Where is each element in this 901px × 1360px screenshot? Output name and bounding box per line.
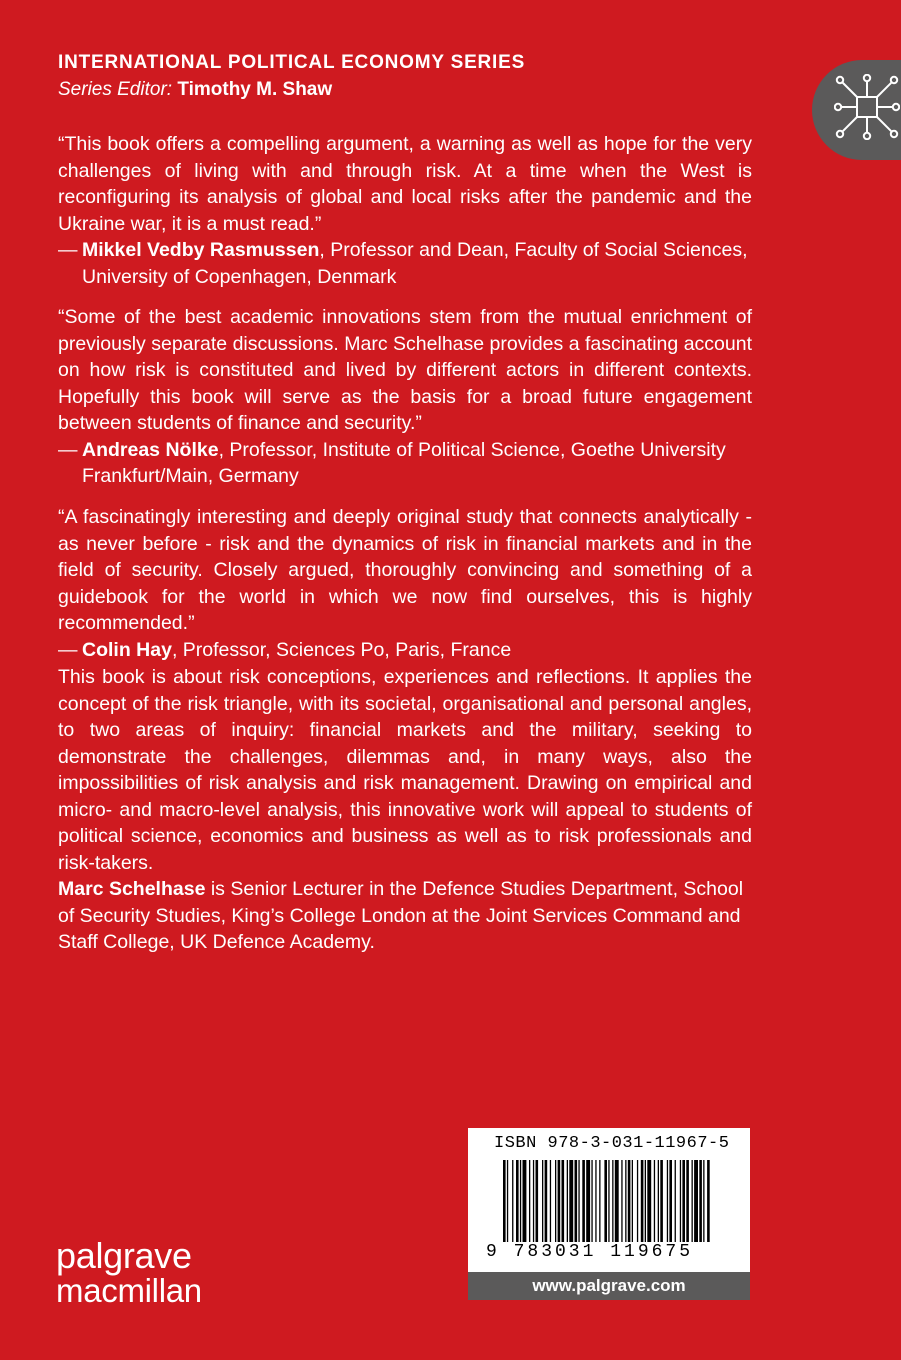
attribution-text — [82, 237, 752, 290]
barcode-bar — [503, 1160, 506, 1242]
endorsement-3 — [58, 504, 752, 663]
barcode-bar — [555, 1160, 556, 1242]
barcode-bar — [654, 1160, 655, 1242]
endorsement-attribution — [58, 437, 752, 490]
barcode-bar — [669, 1160, 672, 1242]
barcode-bar — [641, 1160, 644, 1242]
description-text: This book is about risk conceptions, experiences and reflections. It applies the concept of the risk triangle, with its societal, organisational and personal angles, to two areas of inquiry: financial markets and the military, seeking to demonstrate the challenges, dilemmas and, in many ways, also the impossibilities of risk analysis and risk management. Drawing on empirical and micro- and macro-level analysis, this innovative work will appeal to students of political science, economics and business as well as to risk professionals and risk-takers. — [58, 666, 752, 874]
publisher-logo — [56, 1235, 202, 1309]
barcode-bar — [621, 1160, 622, 1242]
barcode-bar — [694, 1160, 698, 1242]
attribution-dash: — — [58, 239, 78, 261]
barcode-bar — [625, 1160, 626, 1242]
barcode-bar — [591, 1160, 592, 1242]
barcode-bar — [628, 1160, 631, 1242]
series-title: INTERNATIONAL POLITICAL ECONOMY SERIES — [58, 52, 526, 73]
series-editor-label: Series Editor: — [58, 79, 173, 100]
barcode-bar — [582, 1160, 585, 1242]
barcode-bar — [595, 1160, 596, 1242]
barcode-bar — [523, 1160, 527, 1242]
barcode-bar — [516, 1160, 519, 1242]
barcode-bar — [699, 1160, 702, 1242]
endorsement-quote: “This book offers a compelling argument, a warning as well as hope for the very challenges of living with and through risk. At a time when the West is reconfiguring its analysis of global and local risks after the pandemic and the Ukraine war, it is a must read.” — [58, 133, 752, 235]
barcode-bar — [558, 1160, 561, 1242]
endorsement-2 — [58, 304, 752, 490]
endorser-name: Mikkel Vedby Rasmussen — [82, 239, 320, 261]
barcode-bar — [608, 1160, 609, 1242]
series-editor — [58, 79, 332, 101]
endorser-affiliation: , Professor and Dean, Faculty of Social Sciences, University of Copenhagen, Denmark — [82, 239, 748, 288]
barcode-bar — [675, 1160, 676, 1242]
barcode-bar — [536, 1160, 539, 1242]
barcode-bar — [586, 1160, 590, 1242]
barcode-bar — [658, 1160, 659, 1242]
barcode-bar — [575, 1160, 578, 1242]
book-description — [58, 664, 752, 876]
endorser-affiliation: , Professor, Sciences Po, Paris, France — [171, 638, 512, 661]
endorser-name: Andreas Nölke — [82, 438, 219, 461]
isbn-barcode-box — [468, 1128, 750, 1272]
barcode-bar — [604, 1160, 607, 1242]
publisher-url[interactable]: www.palgrave.com — [468, 1272, 750, 1300]
barcode-bar — [533, 1160, 534, 1242]
attribution-dash: — — [58, 638, 78, 661]
barcode-bar — [682, 1160, 685, 1242]
attribution-dash: — — [58, 438, 78, 461]
barcode-bar — [667, 1160, 668, 1242]
barcode-bar — [612, 1160, 613, 1242]
barcode-bar — [512, 1160, 513, 1242]
endorser-name: Colin Hay — [82, 638, 172, 661]
barcode-bar — [542, 1160, 543, 1242]
endorsement-quote: “A fascinatingly interesting and deeply original study that connects analytically - as never before - risk and the dynamics of risk in financial markets and in the field of security. Closely argued, thoroughly convincing and something of a guidebook for the world in which we now find ourselves, this is highly recommended.” — [58, 506, 752, 634]
endorsement-quote: “Some of the best academic innovations stem from the mutual enrichment of previously separate discussions. Marc Schelhase provides a fascinating account on how risk is constituted and lived by different actors in different contexts. Hopefully this book will serve as the basis for a broad future engagement between students of finance and security.” — [58, 306, 752, 434]
barcode-bar — [562, 1160, 565, 1242]
author-name: Marc Schelhase — [58, 878, 206, 900]
author-bio-text: is Senior Lecturer in the Defence Studies Department, School of Security Studies, King’s College London at the Joint Services Command and Staff College, UK Defence Academy. — [58, 878, 744, 953]
author-bio-paragraph — [58, 876, 752, 956]
series-emblem — [812, 60, 901, 160]
attribution-text — [82, 437, 752, 490]
barcode-bar — [660, 1160, 663, 1242]
attribution-text — [82, 637, 511, 664]
endorsement-attribution — [58, 237, 752, 290]
barcode-bar — [692, 1160, 693, 1242]
barcode-bar — [599, 1160, 600, 1242]
endorser-affiliation: , Professor, Institute of Political Science, Goethe University Frankfurt/Main, Germany — [82, 438, 726, 487]
series-editor-name: Timothy M. Shaw — [177, 79, 333, 100]
isbn-digits: 9 783031 119675 — [486, 1242, 694, 1262]
barcode-bar — [550, 1160, 551, 1242]
barcode-bar — [520, 1160, 521, 1242]
barcode-bar — [569, 1160, 573, 1242]
barcode-bar — [615, 1160, 619, 1242]
author-bio — [58, 876, 752, 956]
barcode-bar — [545, 1160, 548, 1242]
palgrave-network-logo-icon — [834, 74, 900, 140]
publisher-logo-line2: macmillan — [56, 1272, 202, 1309]
publisher-logo-line1: palgrave — [56, 1235, 192, 1276]
barcode-bar — [567, 1160, 568, 1242]
barcode-bar — [645, 1160, 646, 1242]
barcode-bar — [707, 1160, 710, 1242]
barcode-bar — [686, 1160, 689, 1242]
barcode-bar — [578, 1160, 579, 1242]
barcode-bar — [637, 1160, 638, 1242]
endorsement-1 — [58, 131, 752, 290]
endorsement-attribution — [58, 637, 752, 664]
barcode-bar — [680, 1160, 681, 1242]
barcode-icon — [503, 1160, 713, 1242]
barcode-bar — [529, 1160, 530, 1242]
barcode-bar — [703, 1160, 704, 1242]
barcode-bar — [632, 1160, 633, 1242]
barcode-bar — [647, 1160, 651, 1242]
isbn-label: ISBN 978-3-031-11967-5 — [494, 1134, 730, 1153]
barcode-bar — [507, 1160, 508, 1242]
